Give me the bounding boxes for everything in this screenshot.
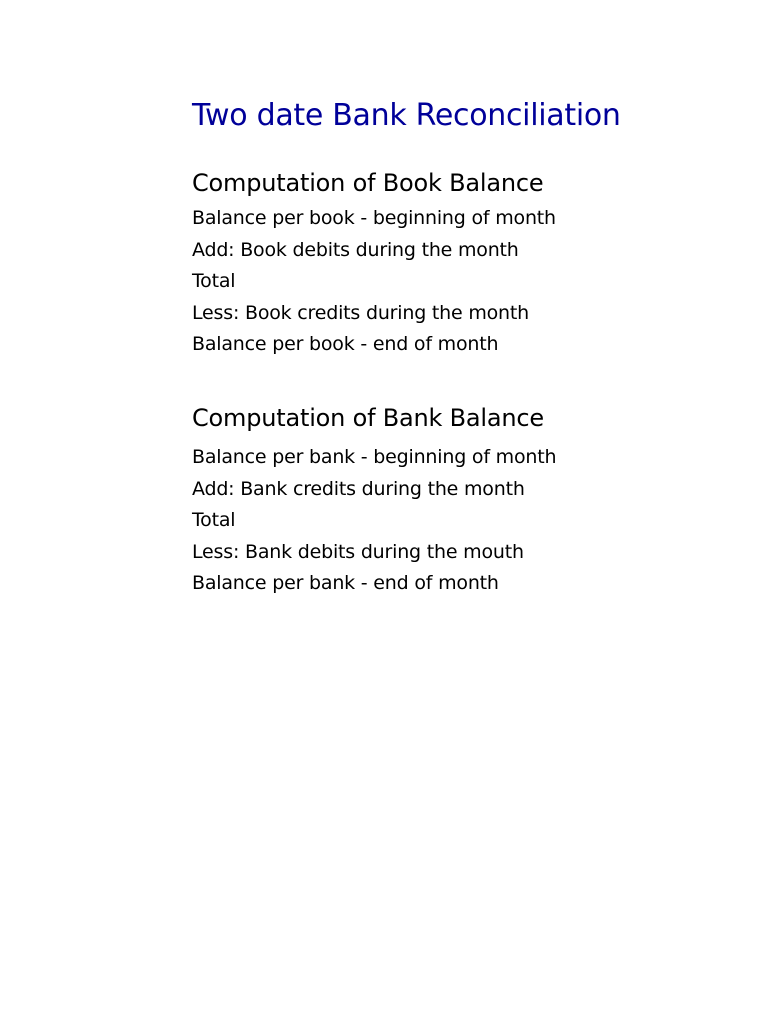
bank-credits-line: Add: Bank credits during the month (192, 477, 525, 500)
book-balance-end-line: Balance per book - end of month (192, 333, 499, 355)
bank-balance-lines (192, 442, 712, 600)
book-total-line: Total (192, 270, 236, 292)
bank-balance-heading: Computation of Bank Balance (192, 404, 544, 432)
bank-balance-beginning-line: Balance per bank - beginning of month (192, 446, 557, 468)
document-title: Two date Bank Reconciliation (192, 98, 621, 133)
book-balance-lines (192, 203, 712, 361)
bank-debits-line: Less: Bank debits during the mouth (192, 540, 524, 563)
bank-balance-section (192, 400, 712, 600)
book-balance-heading: Computation of Book Balance (192, 169, 544, 197)
bank-total-line: Total (192, 509, 236, 531)
book-balance-section (192, 165, 712, 361)
bank-balance-end-line: Balance per bank - end of month (192, 572, 499, 594)
book-balance-beginning-line: Balance per book - beginning of month (192, 207, 556, 229)
book-credits-line: Less: Book credits during the month (192, 301, 529, 324)
book-debits-line: Add: Book debits during the month (192, 238, 519, 261)
